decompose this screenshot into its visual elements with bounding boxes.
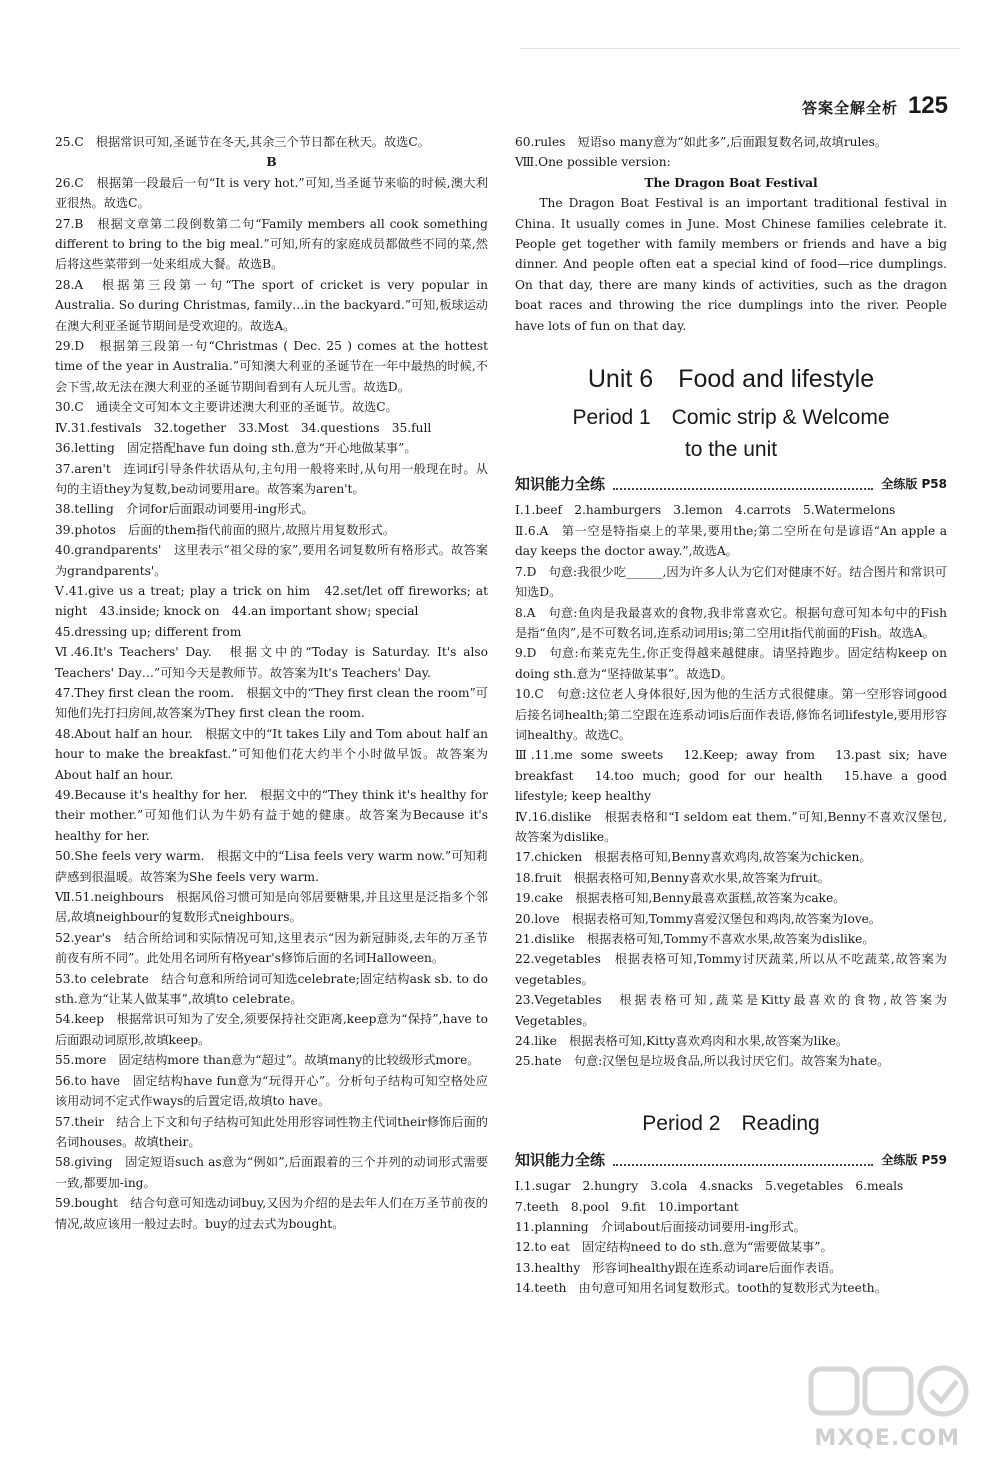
- answer-item: 10.C 句意:这位老人身体很好,因为他的生活方式很健康。第一空形容词good后接名词health;第二空跟在连系动词is后面作表语,修饰名词lifestyle,要用形容词healthy。故选C。: [515, 687, 947, 742]
- answer-item: Ⅰ.1.sugar 2.hungry 3.cola 4.snacks 5.vegetables 6.meals: [515, 1179, 904, 1194]
- practice-heading-1: [515, 474, 947, 494]
- answer-item: 11.planning 介词about后面接动词要用-ing形式。: [515, 1220, 806, 1235]
- answer-item: 7.D 句意:我很少吃______,因为许多人认为它们对健康不好。结合图片和常识可知选D。: [515, 564, 947, 600]
- left-column: [55, 132, 488, 1234]
- watermark-logo-icon: [807, 1363, 972, 1419]
- practice-heading-2-page: 全练版 P59: [881, 1152, 947, 1167]
- answer-item: 49.Because it's healthy for her. 根据文中的“They think it's healthy for their mother.”可知他们认为牛奶有益于她的健康。故答案为Because it's healthy for her.: [55, 788, 488, 843]
- answer-item: 7.teeth 8.pool 9.fit 10.important: [515, 1199, 739, 1214]
- answer-item: 17.chicken 根据表格可知,Benny喜欢鸡肉,故答案为chicken。: [515, 850, 872, 865]
- answer-item: 18.fruit 根据表格可知,Benny喜欢水果,故答案为fruit。: [515, 870, 830, 885]
- answer-item: 12.to eat 固定结构need to do sth.意为“需要做某事”。: [515, 1240, 833, 1255]
- essay-body: The Dragon Boat Festival is an important traditional festival in China. It usually comes in June. Most Chinese families celebrate it. People get together with family members or friends and have a big dinner. And people often eat a special kind of food—rice dumplings. On that day, there are many kinds of activities, such as the dragon boat races and throwing the rice dumplings into the river. People have lots of fun on that day.: [515, 196, 947, 333]
- answer-item: 28.A 根据第三段第一句“The sport of cricket is very popular in Australia. So during Christmas, family…in the backyard.”可知,板球运动在澳大利亚圣诞节期间是受欢迎的。故选A。: [55, 277, 488, 333]
- answer-item: 37.aren't 连词if引导条件状语从句,主句用一般将来时,从句用一般现在时。从句的主语they为复数,be动词要用are。故答案为aren't。: [55, 461, 488, 496]
- answer-item: Ⅳ.31.festivals 32.together 33.Most 34.questions 35.full: [55, 420, 432, 435]
- answer-item: 60.rules 短语so many意为“如此多”,后面跟复数名词,故填rules。: [515, 135, 888, 149]
- leader-dots: [613, 478, 873, 490]
- answer-item: 38.telling 介词for后面跟动词要用-ing形式。: [55, 502, 314, 517]
- left-items-b: [55, 173, 488, 1234]
- watermark: [802, 1355, 982, 1455]
- answer-item: 45.dressing up; different from: [55, 624, 242, 639]
- answer-item: Ⅵ.46.It's Teachers' Day. 根据文中的“Today is Saturday. It's also Teachers' Day…”可知今天是教师节。故答案为It's Teachers' Day.: [55, 645, 488, 680]
- answer-item: 26.C 根据第一段最后一句“It is very hot.”可知,当圣诞节来临的时候,澳大利亚很热。故选C。: [55, 175, 488, 211]
- practice-heading-1-title: 知识能力全练: [515, 475, 606, 494]
- left-items-a: [55, 132, 488, 152]
- top-rule: [520, 48, 960, 49]
- answer-item: Ⅷ.One possible version:: [515, 155, 671, 170]
- essay-title: The Dragon Boat Festival: [644, 175, 818, 190]
- period2-title: Period 2 Reading: [642, 1111, 820, 1135]
- answer-item: 30.C 通读全文可知本文主要讲述澳大利亚的圣诞节。故选C。: [55, 400, 398, 415]
- answer-item: 55.more 固定结构more than意为“超过”。故填many的比较级形式more。: [55, 1053, 480, 1068]
- period2-items: [515, 1176, 947, 1298]
- answer-item: 13.healthy 形容词healthy跟在连系动词are后面作表语。: [515, 1260, 842, 1275]
- answer-item: 53.to celebrate 结合句意和所给词可知选celebrate;固定结构ask sb. to do sth.意为“让某人做某事”,故填to celebrate。: [55, 971, 488, 1007]
- page-number: 125: [907, 92, 948, 119]
- page-header: [802, 92, 948, 120]
- answer-item: 19.cake 根据表格可知,Benny最喜欢蛋糕,故答案为cake。: [515, 891, 846, 906]
- answer-item: 59.bought 结合句意可知选动词buy,又因为介绍的是去年人们在万圣节前夜的情况,故应该用一般过去时。buy的过去式为bought。: [55, 1196, 488, 1231]
- answer-item: 9.D 句意:布莱克先生,你正变得越来越健康。请坚持跑步。固定结构keep on doing sth.意为“坚持做某事”。故选D。: [515, 646, 947, 681]
- answer-item: 50.She feels very warm. 根据文中的“Lisa feels very warm now.”可知莉萨感到很温暖。故答案为She feels very warm.: [55, 849, 488, 884]
- answer-item: 47.They first clean the room. 根据文中的“They first clean the room”可知他们先打扫房间,故答案为They first clean the room.: [55, 685, 488, 721]
- answer-item: 52.year's 结合所给词和实际情况可知,这里表示“因为新冠肺炎,去年的万圣节前夜有所不同”。此处用名词所有格year's修饰后面的名词Halloween。: [55, 930, 488, 966]
- answer-item: Ⅰ.1.beef 2.hamburgers 3.lemon 4.carrots 5.Watermelons: [515, 503, 896, 518]
- practice-heading-2-title: 知识能力全练: [515, 1150, 606, 1169]
- period1-items: [515, 500, 947, 1071]
- answer-item: Ⅳ.16.dislike 根据表格和“I seldom eat them.”可知,Benny不喜欢汉堡包,故答案为dislike。: [515, 809, 947, 844]
- practice-heading-1-page: 全练版 P58: [881, 477, 947, 492]
- answer-item: 56.to have 固定结构have fun意为“玩得开心”。分析句子结构可知空格处应该用动词不定式作ways的后置定语,故填to have。: [55, 1073, 488, 1109]
- answer-item: Ⅱ.6.A 第一空是特指桌上的苹果,要用the;第二空所在句是谚语“An apple a day keeps the doctor away.”,故选A。: [515, 523, 947, 559]
- watermark-text: MXQE.COM: [814, 1426, 960, 1451]
- practice-heading-2: [515, 1150, 947, 1170]
- answer-item: 20.love 根据表格可知,Tommy喜爱汉堡包和鸡肉,故答案为love。: [515, 911, 882, 926]
- answer-item: 23.Vegetables 根据表格可知,蔬菜是Kitty最喜欢的食物,故答案为Vegetables。: [515, 993, 947, 1028]
- answer-item: 8.A 句意:鱼肉是我最喜欢的食物,我非常喜欢它。根据句意可知本句中的Fish是指“鱼肉”,是不可数名词,连系动词用is;第二空用it指代前面的Fish。故选A。: [515, 605, 947, 640]
- answer-item: Ⅴ.41.give us a treat; play a trick on him 42.set/let off fireworks; at night 43.inside; knock on 44.an important show; special: [55, 583, 488, 619]
- leader-dots: [613, 1154, 873, 1166]
- answer-item: 24.like 根据表格可知,Kitty喜欢鸡肉和水果,故答案为like。: [515, 1034, 849, 1049]
- right-column: [515, 132, 947, 1299]
- period1-title-line1: Period 1 Comic strip & Welcome: [572, 406, 890, 430]
- answer-item: 58.giving 固定短语such as意为“例如”,后面跟着的三个并列的动词形式需要一致,都要加-ing。: [55, 1155, 488, 1190]
- period1-title-line2: to the unit: [684, 438, 778, 462]
- answer-item: 27.B 根据文章第二段倒数第二句“Family members all cook something different to bring to the big meal.”可知,所有的家庭成员都做些不同的菜,然后将这些菜带到一处来组成大餐。故选B。: [55, 216, 488, 272]
- unit-title: Unit 6 Food and lifestyle: [587, 365, 875, 394]
- answer-item: 25.hate 句意:汉堡包是垃圾食品,所以我讨厌它们。故答案为hate。: [515, 1054, 890, 1069]
- answer-item: 25.C 根据常识可知,圣诞节在冬天,其余三个节日都在秋天。故选C。: [55, 135, 430, 149]
- answer-item: 14.teeth 由句意可知用名词复数形式。tooth的复数形式为teeth。: [515, 1281, 887, 1296]
- answer-item: 21.dislike 根据表格可知,Tommy不喜欢水果,故答案为dislike。: [515, 932, 875, 946]
- header-label: 答案全解全析: [801, 99, 898, 117]
- answer-item: 29.D 根据第三段第一句“Christmas ( Dec. 25 ) comes at the hottest time of the year in Australia.”可知澳大利亚的圣诞节在一年中最热的时候,不会下雪,故无法在澳大利亚的圣诞节期间看到有人玩儿雪。故选D。: [55, 339, 488, 394]
- answer-item: 48.About half an hour. 根据文中的“It takes Lily and Tom about half an hour to make the breakfast.”可知他们花大约半个小时做早饭。故答案为About half an hour.: [55, 726, 488, 782]
- answer-item: 57.their 结合上下文和句子结构可知此处用形容词性物主代词their修饰后面的名词houses。故填their。: [55, 1114, 488, 1149]
- answer-item: Ⅲ.11.me some sweets 12.Keep; away from 13.past six; have breakfast 14.too much; good for our health 15.have a good lifestyle; keep healthy: [515, 748, 947, 804]
- answer-item: 40.grandparents' 这里表示“祖父母的家”,要用名词复数所有格形式。故答案为grandparents'。: [55, 543, 488, 578]
- answer-item: 39.photos 后面的them指代前面的照片,故照片用复数形式。: [55, 522, 395, 537]
- answer-item: 36.letting 固定搭配have fun doing sth.意为“开心地做某事”。: [55, 441, 417, 456]
- answer-item: 54.keep 根据常识可知为了安全,须要保持社交距离,keep意为“保持”,have to后面跟动词原形,故填keep。: [55, 1012, 488, 1047]
- answer-item: Ⅶ.51.neighbours 根据风俗习惯可知是向邻居要糖果,并且这里是泛指多个邻居,故填neighbour的复数形式neighbours。: [55, 890, 488, 925]
- answer-item: 22.vegetables 根据表格可知,Tommy讨厌蔬菜,所以从不吃蔬菜,故答案为vegetables。: [515, 952, 947, 987]
- right-items-top: [515, 132, 947, 173]
- section-b-heading: B: [266, 155, 277, 170]
